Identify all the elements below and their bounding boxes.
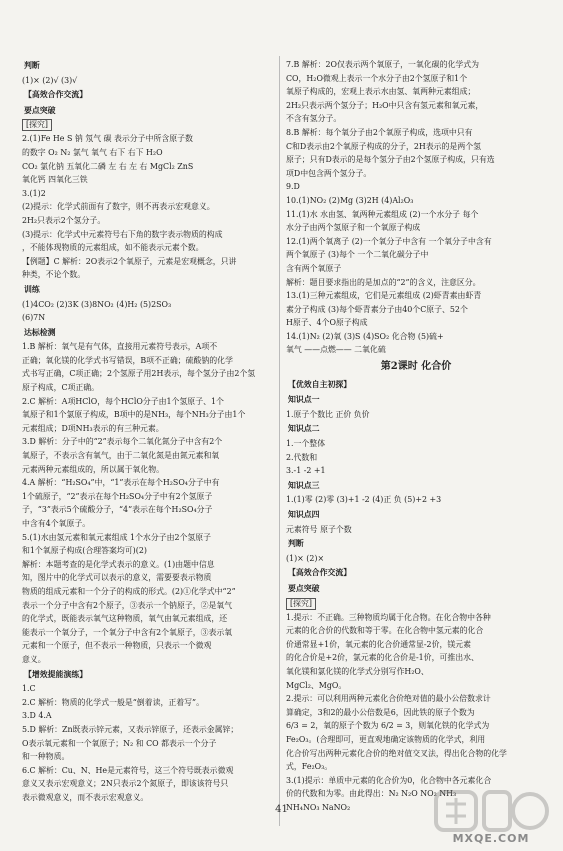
answer-line: 2.C 解析：A项HClO，每个HClO分子由1个氢原子、1个 bbox=[22, 396, 224, 406]
section-heading-row bbox=[286, 392, 546, 408]
answer-line: 价通常显+1价，氧元素的化合价通常显-2价，镁元素 bbox=[286, 639, 472, 649]
section-heading-row bbox=[286, 421, 546, 437]
answer-line: 3.(1)2 bbox=[22, 188, 46, 198]
answer-line: 【例题】C 解析：2O表示2个氧原子，元素是宏观概念，只讲 bbox=[22, 256, 237, 266]
answer-line: 不含有氢分子。 bbox=[286, 114, 342, 124]
section-heading-row bbox=[286, 536, 546, 552]
section-heading: 要点突破 bbox=[24, 105, 56, 115]
answer-line: 式书写正确，C项正确；2个氢原子用2H表示，每个氢分子由2个氢 bbox=[22, 369, 256, 379]
answer-line: 1.B 解析：氧气是有气体，直接用元素符号表示，A项不 bbox=[22, 342, 218, 352]
section-heading-row bbox=[286, 507, 546, 523]
answer-line: 氧原子和1个氯原子构成，B项中的是NH₃，每个NH₃分子由1个 bbox=[22, 410, 246, 420]
answer-line: Fe₂O₃。(合理即可，更直观地确定该物质的化学式，利用 bbox=[286, 734, 486, 744]
answer-line: 14.(1)N₂ (2)氧 (3)S (4)SO₂ 化合物 (5)硫+ bbox=[286, 331, 444, 341]
answer-line: 元素组成；D项NH₃表示的有三种元素。 bbox=[22, 423, 164, 433]
answer-line: 正确；氧化镁的化学式书写错误，B项不正确；硫酸钠的化学 bbox=[22, 355, 233, 365]
answer-line: (1)× (2)× bbox=[286, 553, 325, 563]
column-divider bbox=[279, 56, 280, 826]
answer-line: (6)7N bbox=[22, 313, 46, 323]
section-heading: 知识点二 bbox=[288, 424, 320, 434]
answer-line: 能表示一个氧分子，一个氧分子中含有2个氧原子，③表示氧 bbox=[22, 627, 233, 637]
answer-line: 中含有4个氧原子。 bbox=[22, 519, 91, 528]
answer-line: 原子构成，C项正确。 bbox=[22, 383, 100, 393]
answer-line: 氧原子，不表示含有氧气，由于二氧化氮是由氮元素和氧 bbox=[22, 451, 220, 461]
section-heading-row bbox=[22, 667, 272, 683]
answer-line: 物质的组成元素和一个分子的构成的形式。(2)①化学式中“2” bbox=[22, 586, 236, 596]
section-heading: 训练 bbox=[24, 284, 40, 294]
answer-line: (1)4CO₂ (2)3K (3)8NO₂ (4)H₂ (5)2SO₃ bbox=[22, 299, 172, 309]
section-heading-row bbox=[22, 282, 272, 298]
right-column bbox=[286, 58, 546, 814]
answer-line: 种类，不论个数。 bbox=[22, 270, 86, 280]
answer-line: 2H₂只表示2个氢分子。 bbox=[22, 215, 106, 225]
answer-line: 两个氧原子 (3)每个 一个二氧化碳分子中 bbox=[286, 250, 429, 260]
answer-line: 元素的化合价的代数和等于零。在化合物中氢元素的化合 bbox=[286, 626, 484, 636]
answer-line: ，不能体现物质的元素组成，如不能表示元素个数。 bbox=[22, 243, 204, 253]
answer-line: 11.(1)水 水由氢、氧两种元素组成 (2)一个水分子 每个 bbox=[286, 209, 479, 219]
answer-line: 意义。 bbox=[22, 654, 46, 664]
answer-line: 氧化镁和氯化镁的化学式分别写作H₂O、 bbox=[286, 666, 429, 676]
section-heading-row bbox=[286, 377, 546, 393]
answer-line: 1.原子个数比 正价 负价 bbox=[286, 409, 370, 419]
answer-line: 4.A 解析：“H₂SO₄”中，“1”表示在每个H₂SO₄分子中有 bbox=[22, 478, 220, 488]
answer-line: 1.提示：不正确。三种物质均属于化合物。在化合物中各种 bbox=[286, 612, 491, 622]
answer-line: 化合价写出两种元素化合价的绝对值交叉法，得出化合物的化学 bbox=[286, 748, 507, 758]
answer-line: 氧原子构成的，宏观上表示水由氢、氧两种元素组成； bbox=[286, 87, 476, 97]
answer-line: 氧气 ——点燃—— 二氧化硫 bbox=[286, 345, 386, 355]
answer-line: 含有两个氧原子 bbox=[286, 263, 342, 273]
section-heading-row bbox=[22, 58, 272, 74]
answer-line: 解析：本题考查的是化学式表示的意义。(1)由题中信息 bbox=[22, 559, 215, 569]
section-heading: 达标检测 bbox=[24, 327, 56, 337]
answer-line: 1.一个整体 bbox=[286, 439, 326, 449]
answer-line: CO，H₂O微观上表示一个水分子由2个氢原子和1个 bbox=[286, 73, 468, 83]
explore-tag: [探究] bbox=[286, 598, 316, 610]
section-heading-row bbox=[286, 581, 546, 597]
answer-line: 3.(1)提示：单质中元素的化合价为0，化合物中各元素化合 bbox=[286, 775, 492, 785]
answer-line: O表示氧元素和一个氧原子；N₂ 和 CO 都表示一个分子 bbox=[22, 738, 217, 748]
answer-line: 氧化钙 四氧化三铁 bbox=[22, 175, 88, 185]
answer-line: 7.B 解析：2O仅表示两个氧原子，一氧化碳的化学式为 bbox=[286, 60, 480, 69]
answer-line: MgCl₂、MgO。 bbox=[286, 680, 347, 690]
answer-line: 2.(1)Fe He S 钠 氖气 碳 表示分子中所含原子数 bbox=[22, 134, 193, 144]
answer-line: 解析：题目要求指出的是加点的“2”的含义，注意区分。 bbox=[286, 277, 481, 287]
section-heading: 要点突破 bbox=[288, 583, 320, 593]
answer-line: 表示一个分子中含有2个原子，③表示一个钠原子，②是氧气 bbox=[22, 600, 233, 610]
answer-line: 3.D 解析：分子中的“2”表示每个二氧化氮分子中含有2个 bbox=[22, 437, 223, 447]
answer-line: 1.C bbox=[22, 684, 36, 694]
answer-line: 2.C 解析：物质的化学式一般是“倒着读，正着写”。 bbox=[22, 697, 204, 707]
answer-line: 的化学式，既能表示氧气这种物质，氧气由氧元素组成，还 bbox=[22, 614, 228, 624]
answer-line: (2)提示：化学式前面有了数字，则不再表示宏观意义。 bbox=[22, 202, 215, 212]
answer-line: 9.D bbox=[286, 182, 300, 192]
answer-line: 13.(1)三种元素组成，它们是元素组成 (2)虾青素由虾青 bbox=[286, 291, 482, 301]
left-column bbox=[22, 58, 272, 804]
watermark-text: MXQE.COM bbox=[452, 832, 530, 845]
answer-line: 价的代数和为零。由此得出：N₂ N₂O NO₂ NH₃ bbox=[286, 789, 457, 799]
answer-line: 10.(1)NO₂ (2)Mg (3)2H (4)Al₂O₃ bbox=[286, 195, 414, 205]
answer-line: NH₄NO₃ NaNO₂ bbox=[286, 802, 351, 812]
answer-line: 元素两种元素组成的，所以属于氧化物。 bbox=[22, 464, 165, 474]
answer-line: 子，“3”表示5个硫酸分子，“4”表示在每个H₂SO₄分子 bbox=[22, 505, 213, 515]
answer-line: 表示微观意义，而不表示宏观意义。 bbox=[22, 792, 149, 802]
section-heading: 【增效提能演练】 bbox=[24, 669, 88, 679]
answer-line: 项D中包含两个氢分子。 bbox=[286, 168, 372, 178]
answer-line: C和D表示由2个氧原子构成的分子，2H表示的是两个氢 bbox=[286, 141, 481, 151]
answer-line: 5.D 解析：Zn既表示锌元素，又表示锌原子，还表示金属锌； bbox=[22, 724, 239, 734]
answer-line: 2.提示：可以利用两种元素化合价绝对值的最小公倍数求计 bbox=[286, 694, 491, 704]
answer-line: 5.(1)水由氢元素和氧元素组成 1个水分子由2个氢原子 bbox=[22, 532, 212, 542]
answer-line: 素分子构成 (3)每个虾青素分子由40个C原子、52个 bbox=[286, 304, 468, 314]
answer-line: 2H₂只表示两个氢分子；H₂O中只含有氢元素和氧元素， bbox=[286, 100, 484, 110]
section-heading-row bbox=[22, 103, 272, 119]
answer-line: 的数字 O₂ N₂ 氯气 氧气 右下 右下 H₂O bbox=[22, 147, 163, 157]
answer-line: 1个硫原子，“2”表示在每个H₂SO₄分子中有2个氢原子 bbox=[22, 491, 213, 501]
answer-line: 8.B 解析：每个氧分子由2个氧原子构成，选项中只有 bbox=[286, 127, 473, 137]
section-heading: 知识点一 bbox=[288, 395, 320, 405]
page-number: 41 bbox=[275, 804, 288, 815]
answer-line: 算确定，3和2的最小公倍数是6，因此铁的原子个数为 bbox=[286, 707, 475, 717]
section-heading: 知识点四 bbox=[288, 510, 320, 519]
answer-line: 和一种物质。 bbox=[22, 752, 70, 762]
answer-line: 水分子由两个氢原子和一个氧原子构成 bbox=[286, 223, 421, 233]
answer-line: 6/3 = 2，氧的原子个数为 6/2 = 3，则氧化铁的化学式为 bbox=[286, 721, 490, 731]
answer-line: 1.(1)零 (2)零 (3)+1 -2 (4)正 负 (5)+2 +3 bbox=[286, 495, 442, 505]
answer-line: (3)提示：化学式中元素符号右下角的数字表示物质的构成 bbox=[22, 229, 223, 239]
answer-line: 意义又表示宏观意义；2N只表示2个氮原子，即该该符号只 bbox=[22, 779, 229, 789]
answer-line: 原子；只有D表示的是每个氢分子由2个氢原子构成，只有选 bbox=[286, 155, 495, 165]
answer-line: 元素和一个原子，但不表示一种物质，只表示一个微观 bbox=[22, 641, 212, 651]
answer-line: 3.-1 -2 +1 bbox=[286, 466, 326, 476]
section-heading: 知识点三 bbox=[288, 480, 320, 490]
answer-line: CO₂ 氯化钠 五氧化二磷 左 右 左 右 MgCl₂ ZnS bbox=[22, 161, 194, 171]
answer-line: 式，Fe₂O₃。 bbox=[286, 762, 333, 772]
explore-tag-row bbox=[286, 597, 546, 611]
answer-line: 的化合价是+2价，氯元素的化合价是-1价，可推出水、 bbox=[286, 653, 479, 663]
explore-tag-row bbox=[22, 118, 272, 132]
answer-line: 知，图片中的化学式可以表示的意义，需要要表示物质 bbox=[22, 573, 212, 583]
explore-tag: [探究] bbox=[22, 119, 52, 131]
answer-line: 3.D 4.A bbox=[22, 711, 52, 721]
answer-line: 12.(1)两个氧离子 (2)一个氧分子中含有 一个氧分子中含有 bbox=[286, 236, 492, 246]
section-heading: 【高效合作交流】 bbox=[24, 90, 88, 100]
answer-line: 6.C 解析：Cu、N、He是元素符号，这三个符号既表示微观 bbox=[22, 765, 234, 775]
section-heading: 【高效合作交流】 bbox=[288, 568, 352, 578]
section-heading-row bbox=[286, 565, 546, 581]
section-heading-row bbox=[286, 478, 546, 494]
answer-line: 元素符号 原子个数 bbox=[286, 524, 352, 534]
lesson-title: 第2课时 化合价 bbox=[380, 361, 452, 373]
answer-line: 和1个氧原子构成(合理答案均可)(2) bbox=[22, 546, 147, 556]
answer-line: (1)× (2)√ (3)√ bbox=[22, 75, 78, 85]
section-heading: 【优效自主初探】 bbox=[288, 379, 352, 389]
section-heading-row bbox=[22, 87, 272, 103]
section-heading: 判断 bbox=[24, 61, 40, 70]
section-heading-row bbox=[22, 325, 272, 341]
answer-line: H原子、4个O原子构成 bbox=[286, 318, 368, 328]
answer-line: 2.代数和 bbox=[286, 452, 318, 462]
section-heading: 判断 bbox=[288, 539, 304, 549]
